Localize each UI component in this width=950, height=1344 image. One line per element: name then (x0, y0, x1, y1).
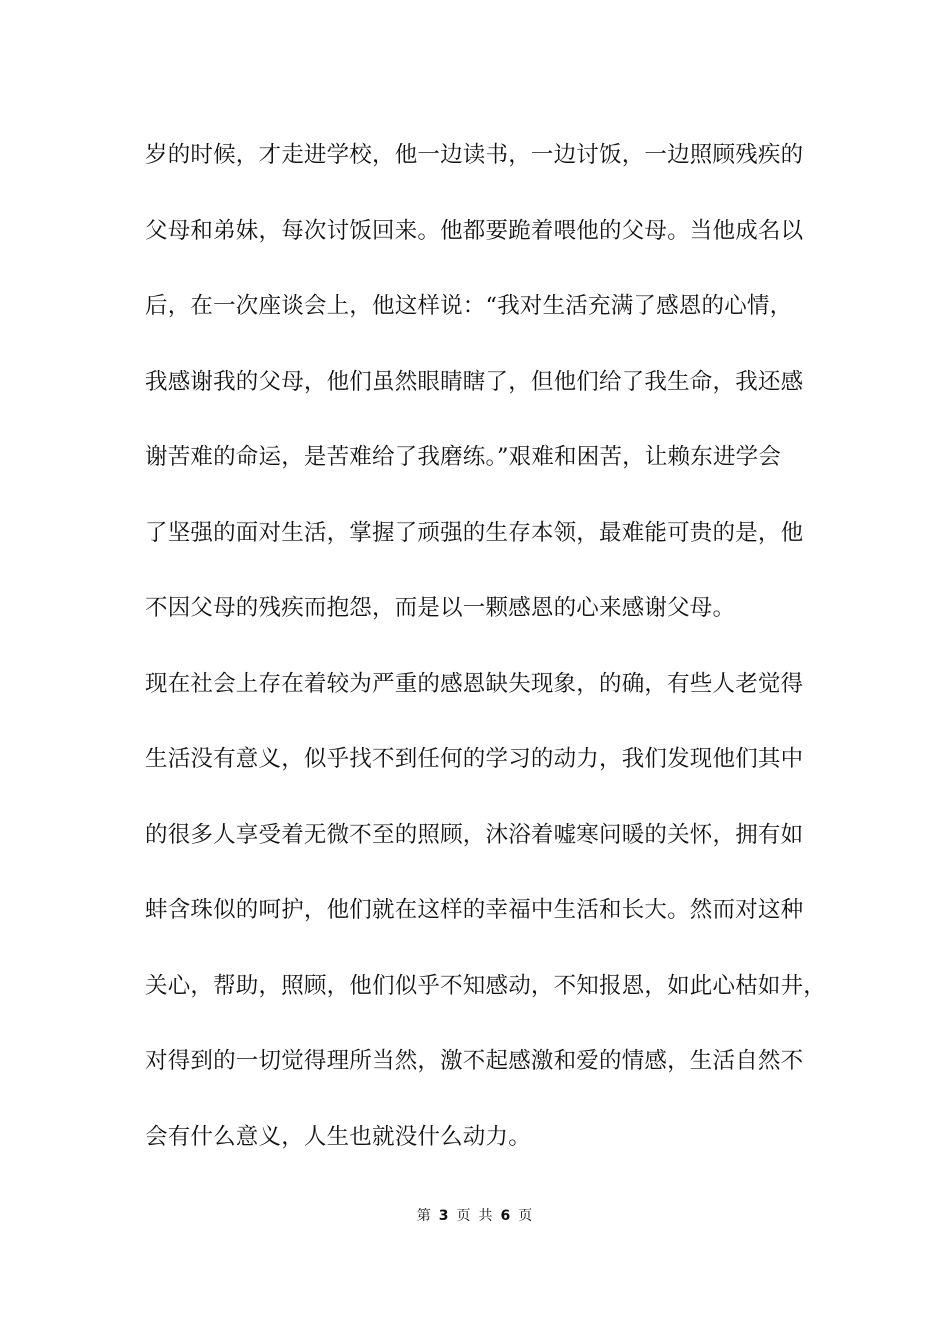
footer-prefix: 第 (416, 1208, 432, 1224)
text-line: 父母和弟妹，每次讨饭回来。他都要跪着喂他的父母。当他成名以 (145, 217, 804, 244)
text-line: 蚌含珠似的呵护，他们就在这样的幸福中生活和长大。然而对这种 (145, 897, 804, 923)
page-footer (0, 1206, 950, 1226)
footer-page-word: 页 (456, 1208, 472, 1224)
text-line: 对得到的一切觉得理所当然，激不起感激和爱的情感，生活自然不 (145, 1048, 804, 1074)
text-line: 生活没有意义，似乎找不到任何的学习的动力，我们发现他们其中 (145, 746, 804, 772)
text-line: 现在社会上存在着较为严重的感恩缺失现象，的确，有些人老觉得 (145, 670, 804, 697)
text-line: 我感谢我的父母，他们虽然眼睛瞎了，但他们给了我生命，我还感 (145, 368, 804, 395)
text-line: 岁的时候，才走进学校，他一边读书，一边讨饭，一边照顾残疾的 (145, 142, 804, 168)
text-line: 了坚强的面对生活，掌握了顽强的生存本领，最难能可贵的是，他 (145, 519, 804, 546)
current-page-number: 3 (438, 1208, 450, 1224)
body-text (145, 133, 835, 1190)
text-line: 后，在一次座谈会上，他这样说：“我对生活充满了感恩的心情， (145, 293, 793, 319)
total-pages-number: 6 (500, 1208, 512, 1224)
footer-total-word: 共 (478, 1208, 494, 1224)
text-line: 关心，帮助，照顾，他们似乎不知感动，不知报恩，如此心枯如井， (145, 972, 827, 999)
text-line: 不因父母的残疾而抱怨，而是以一颗感恩的心来感谢父母。 (145, 595, 736, 621)
text-line: 谢苦难的命运，是苦难给了我磨练。”艰难和困苦，让赖东进学会 (145, 444, 782, 470)
footer-suffix: 页 (518, 1208, 534, 1224)
text-line: 的很多人享受着无微不至的照顾，沐浴着嘘寒问暖的关怀，拥有如 (145, 821, 804, 848)
text-line: 会有什么意义，人生也就没什么动力。 (145, 1123, 531, 1150)
